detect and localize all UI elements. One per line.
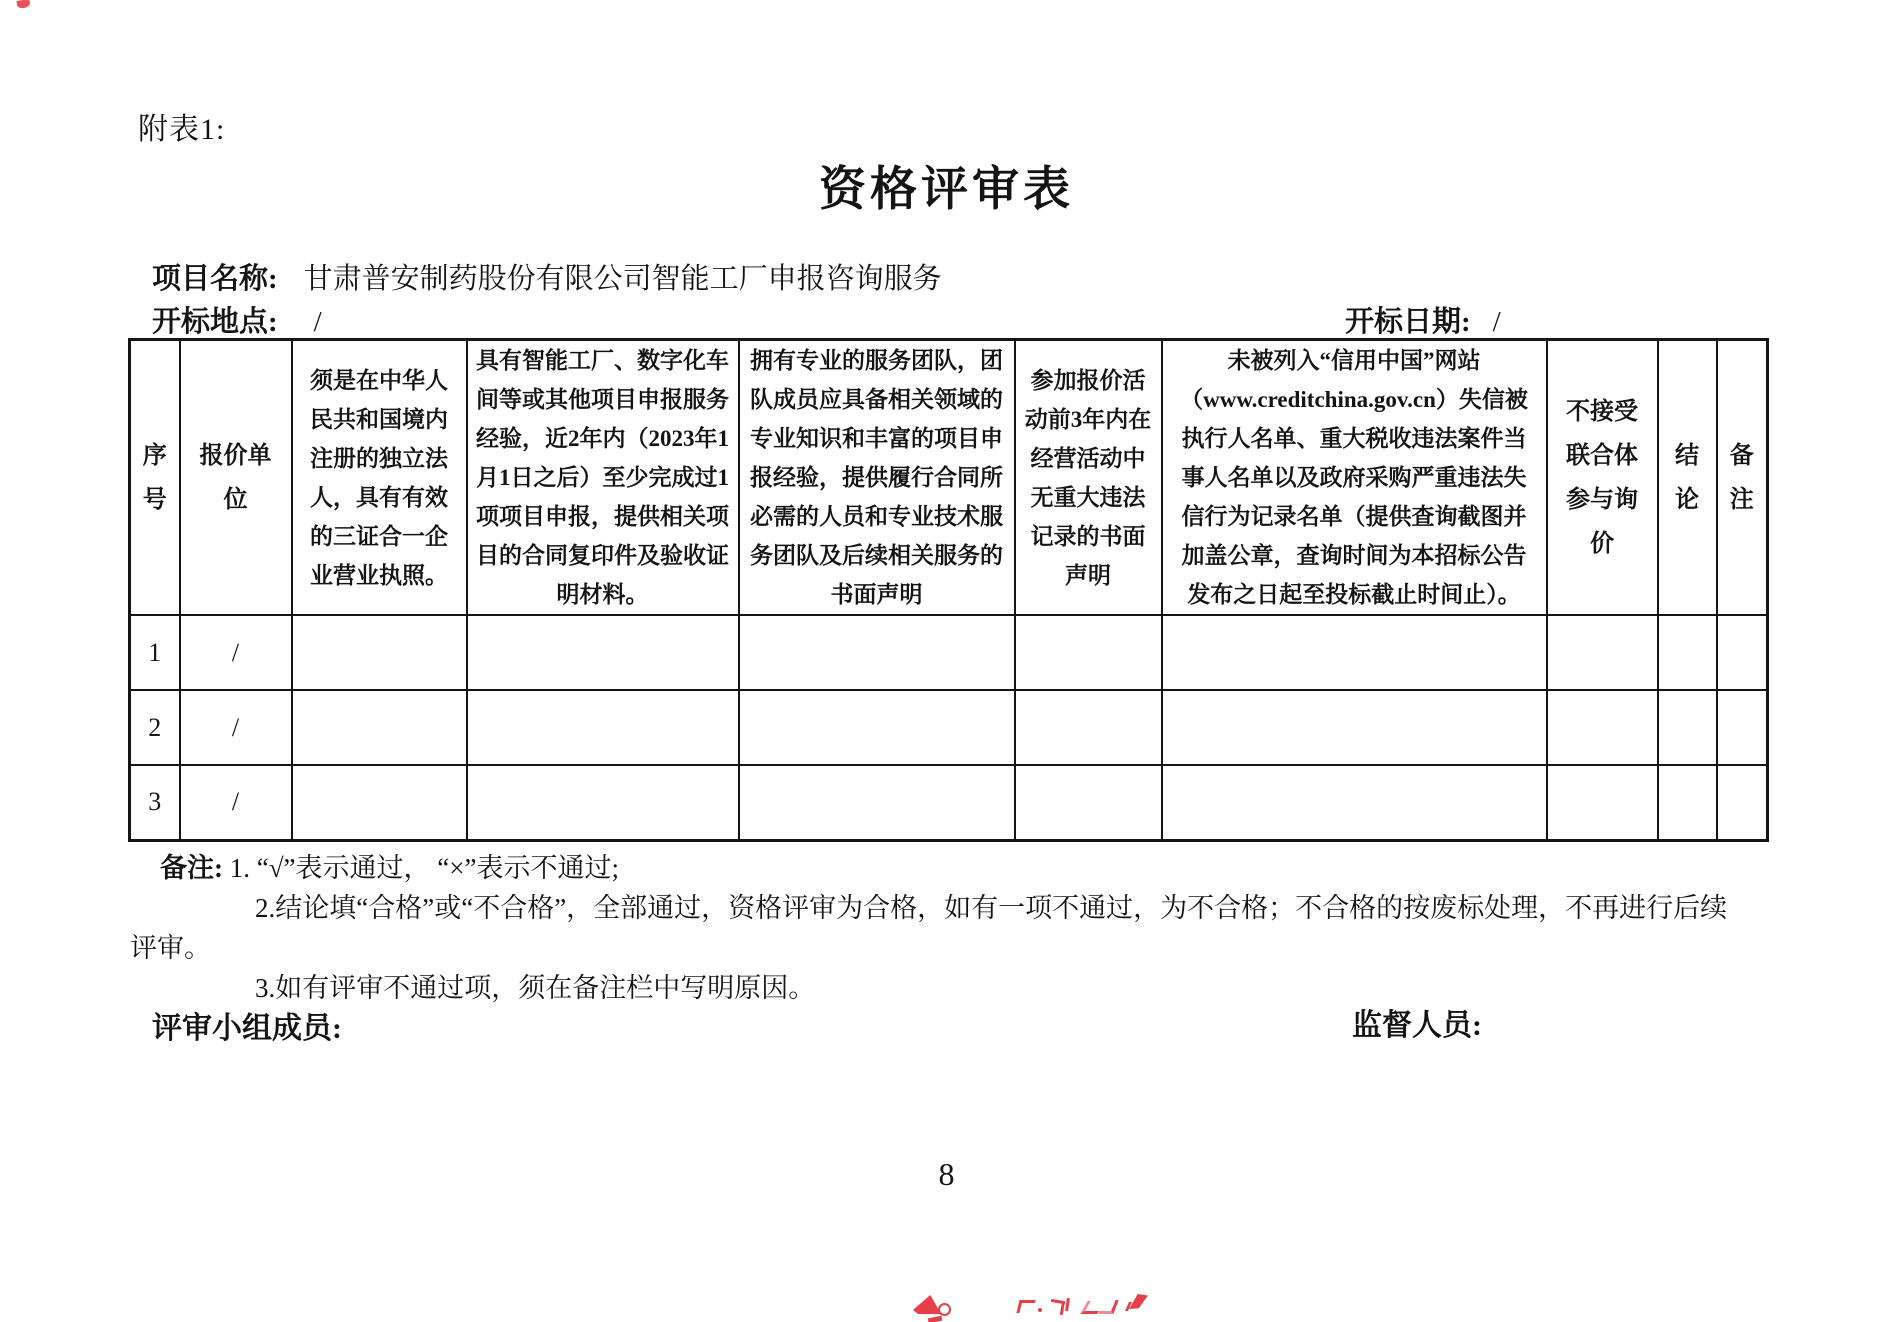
empty-cell bbox=[1658, 765, 1717, 840]
header-unit: 报价单位 bbox=[180, 340, 292, 616]
unit-cell: / bbox=[180, 615, 292, 690]
empty-cell bbox=[1658, 690, 1717, 765]
empty-cell bbox=[467, 615, 739, 690]
empty-cell bbox=[739, 690, 1015, 765]
seq-cell: 3 bbox=[130, 765, 180, 840]
qualification-table bbox=[128, 338, 1769, 842]
unit-cell: / bbox=[180, 690, 292, 765]
header-remarks: 备注 bbox=[1717, 340, 1768, 616]
empty-cell bbox=[467, 690, 739, 765]
header-condition-experience: 具有智能工厂、数字化车间等或其他项目申报服务经验，近2年内（2023年1月1日之后）至少完成过1项项目申报，提供相关项目的合同复印件及验收证明材料。 bbox=[467, 340, 739, 616]
empty-cell bbox=[292, 765, 467, 840]
empty-cell bbox=[1162, 615, 1547, 690]
review-team-label: 评审小组成员: bbox=[152, 1012, 342, 1045]
bid-date-label: 开标日期: bbox=[1345, 306, 1471, 338]
empty-cell bbox=[292, 690, 467, 765]
table-row bbox=[130, 765, 1768, 840]
supervisor-label: 监督人员: bbox=[1352, 1009, 1482, 1042]
project-name-line bbox=[152, 256, 942, 297]
note-1-text: 1. “√”表示通过， “×”表示不通过; bbox=[229, 853, 619, 883]
header-condition-credit-china: 未被列入“信用中国”网站（www.creditchina.gov.cn）失信被执行人名单、重大税收违法案件当事人名单以及政府采购严重违法失信行为记录名单（提供查询截图并加盖公章，查询时间为本招标公告发布之日起至投标截止时间止）。 bbox=[1162, 340, 1547, 616]
red-seal-fragment bbox=[928, 1316, 943, 1322]
seq-cell: 2 bbox=[130, 690, 180, 765]
header-condition-no-violation: 参加报价活动前3年内在经营活动中无重大违法记录的书面声明 bbox=[1015, 340, 1162, 616]
empty-cell bbox=[739, 615, 1015, 690]
red-seal-fragment bbox=[1038, 1308, 1042, 1312]
bid-date-line bbox=[1345, 299, 1501, 340]
notes-label: 备注: bbox=[160, 853, 223, 883]
header-condition-legal-entity: 须是在中华人民共和国境内注册的独立法人，具有有效的三证合一企业营业执照。 bbox=[292, 340, 467, 616]
page-number: 8 bbox=[938, 1156, 955, 1192]
header-no-consortium: 不接受联合体参与询价 bbox=[1547, 340, 1658, 616]
red-seal-fragment bbox=[913, 1295, 941, 1314]
unit-cell: / bbox=[180, 765, 292, 840]
empty-cell bbox=[1658, 615, 1717, 690]
red-seal-fragment bbox=[1111, 1302, 1132, 1311]
page-title: 资格评审表 bbox=[819, 164, 1074, 216]
table-row bbox=[130, 690, 1768, 765]
red-seal-fragment bbox=[1065, 1298, 1070, 1311]
empty-cell bbox=[1547, 690, 1658, 765]
bid-location-line bbox=[152, 299, 322, 340]
seq-cell: 1 bbox=[130, 615, 180, 690]
empty-cell bbox=[1015, 615, 1162, 690]
note-2-line-2: 评审。 bbox=[130, 933, 211, 963]
empty-cell bbox=[1547, 615, 1658, 690]
empty-cell bbox=[1162, 765, 1547, 840]
empty-cell bbox=[1015, 765, 1162, 840]
note-3: 3.如有评审不通过项，须在备注栏中写明原因。 bbox=[255, 973, 816, 1003]
header-row bbox=[130, 340, 1768, 616]
empty-cell bbox=[1717, 765, 1768, 840]
empty-cell bbox=[1015, 690, 1162, 765]
red-seal-fragment bbox=[17, 0, 31, 9]
empty-cell bbox=[1162, 690, 1547, 765]
red-seal-fragment bbox=[1049, 1299, 1065, 1315]
empty-cell bbox=[467, 765, 739, 840]
empty-cell bbox=[1717, 615, 1768, 690]
project-name-label: 项目名称: bbox=[152, 263, 278, 295]
project-name-value: 甘肃普安制药股份有限公司智能工厂申报咨询服务 bbox=[303, 263, 942, 295]
notes-block bbox=[130, 848, 1872, 1008]
empty-cell bbox=[292, 615, 467, 690]
header-condition-team: 拥有专业的服务团队，团队成员应具备相关领域的专业知识和丰富的项目申报经验，提供履行合同所必需的人员和专业技术服务团队及后续相关服务的书面声明 bbox=[739, 340, 1015, 616]
note-2-line-1: 2.结论填“合格”或“不合格”，全部通过，资格评审为合格，如有一项不通过，为不合格；不合格的按废标处理，不再进行后续 bbox=[255, 893, 1728, 923]
bid-location-value: / bbox=[313, 306, 322, 338]
header-seq: 序号 bbox=[130, 340, 180, 616]
bid-location-label: 开标地点: bbox=[152, 306, 278, 338]
red-seal-fragment bbox=[938, 1303, 951, 1316]
bid-date-value: / bbox=[1492, 306, 1501, 338]
red-seal-fragment bbox=[1016, 1300, 1035, 1313]
empty-cell bbox=[1547, 765, 1658, 840]
attachment-label: 附表1: bbox=[138, 113, 226, 146]
table-row bbox=[130, 615, 1768, 690]
empty-cell bbox=[739, 765, 1015, 840]
note-1 bbox=[130, 848, 1872, 888]
header-conclusion: 结论 bbox=[1658, 340, 1717, 616]
empty-cell bbox=[1717, 690, 1768, 765]
